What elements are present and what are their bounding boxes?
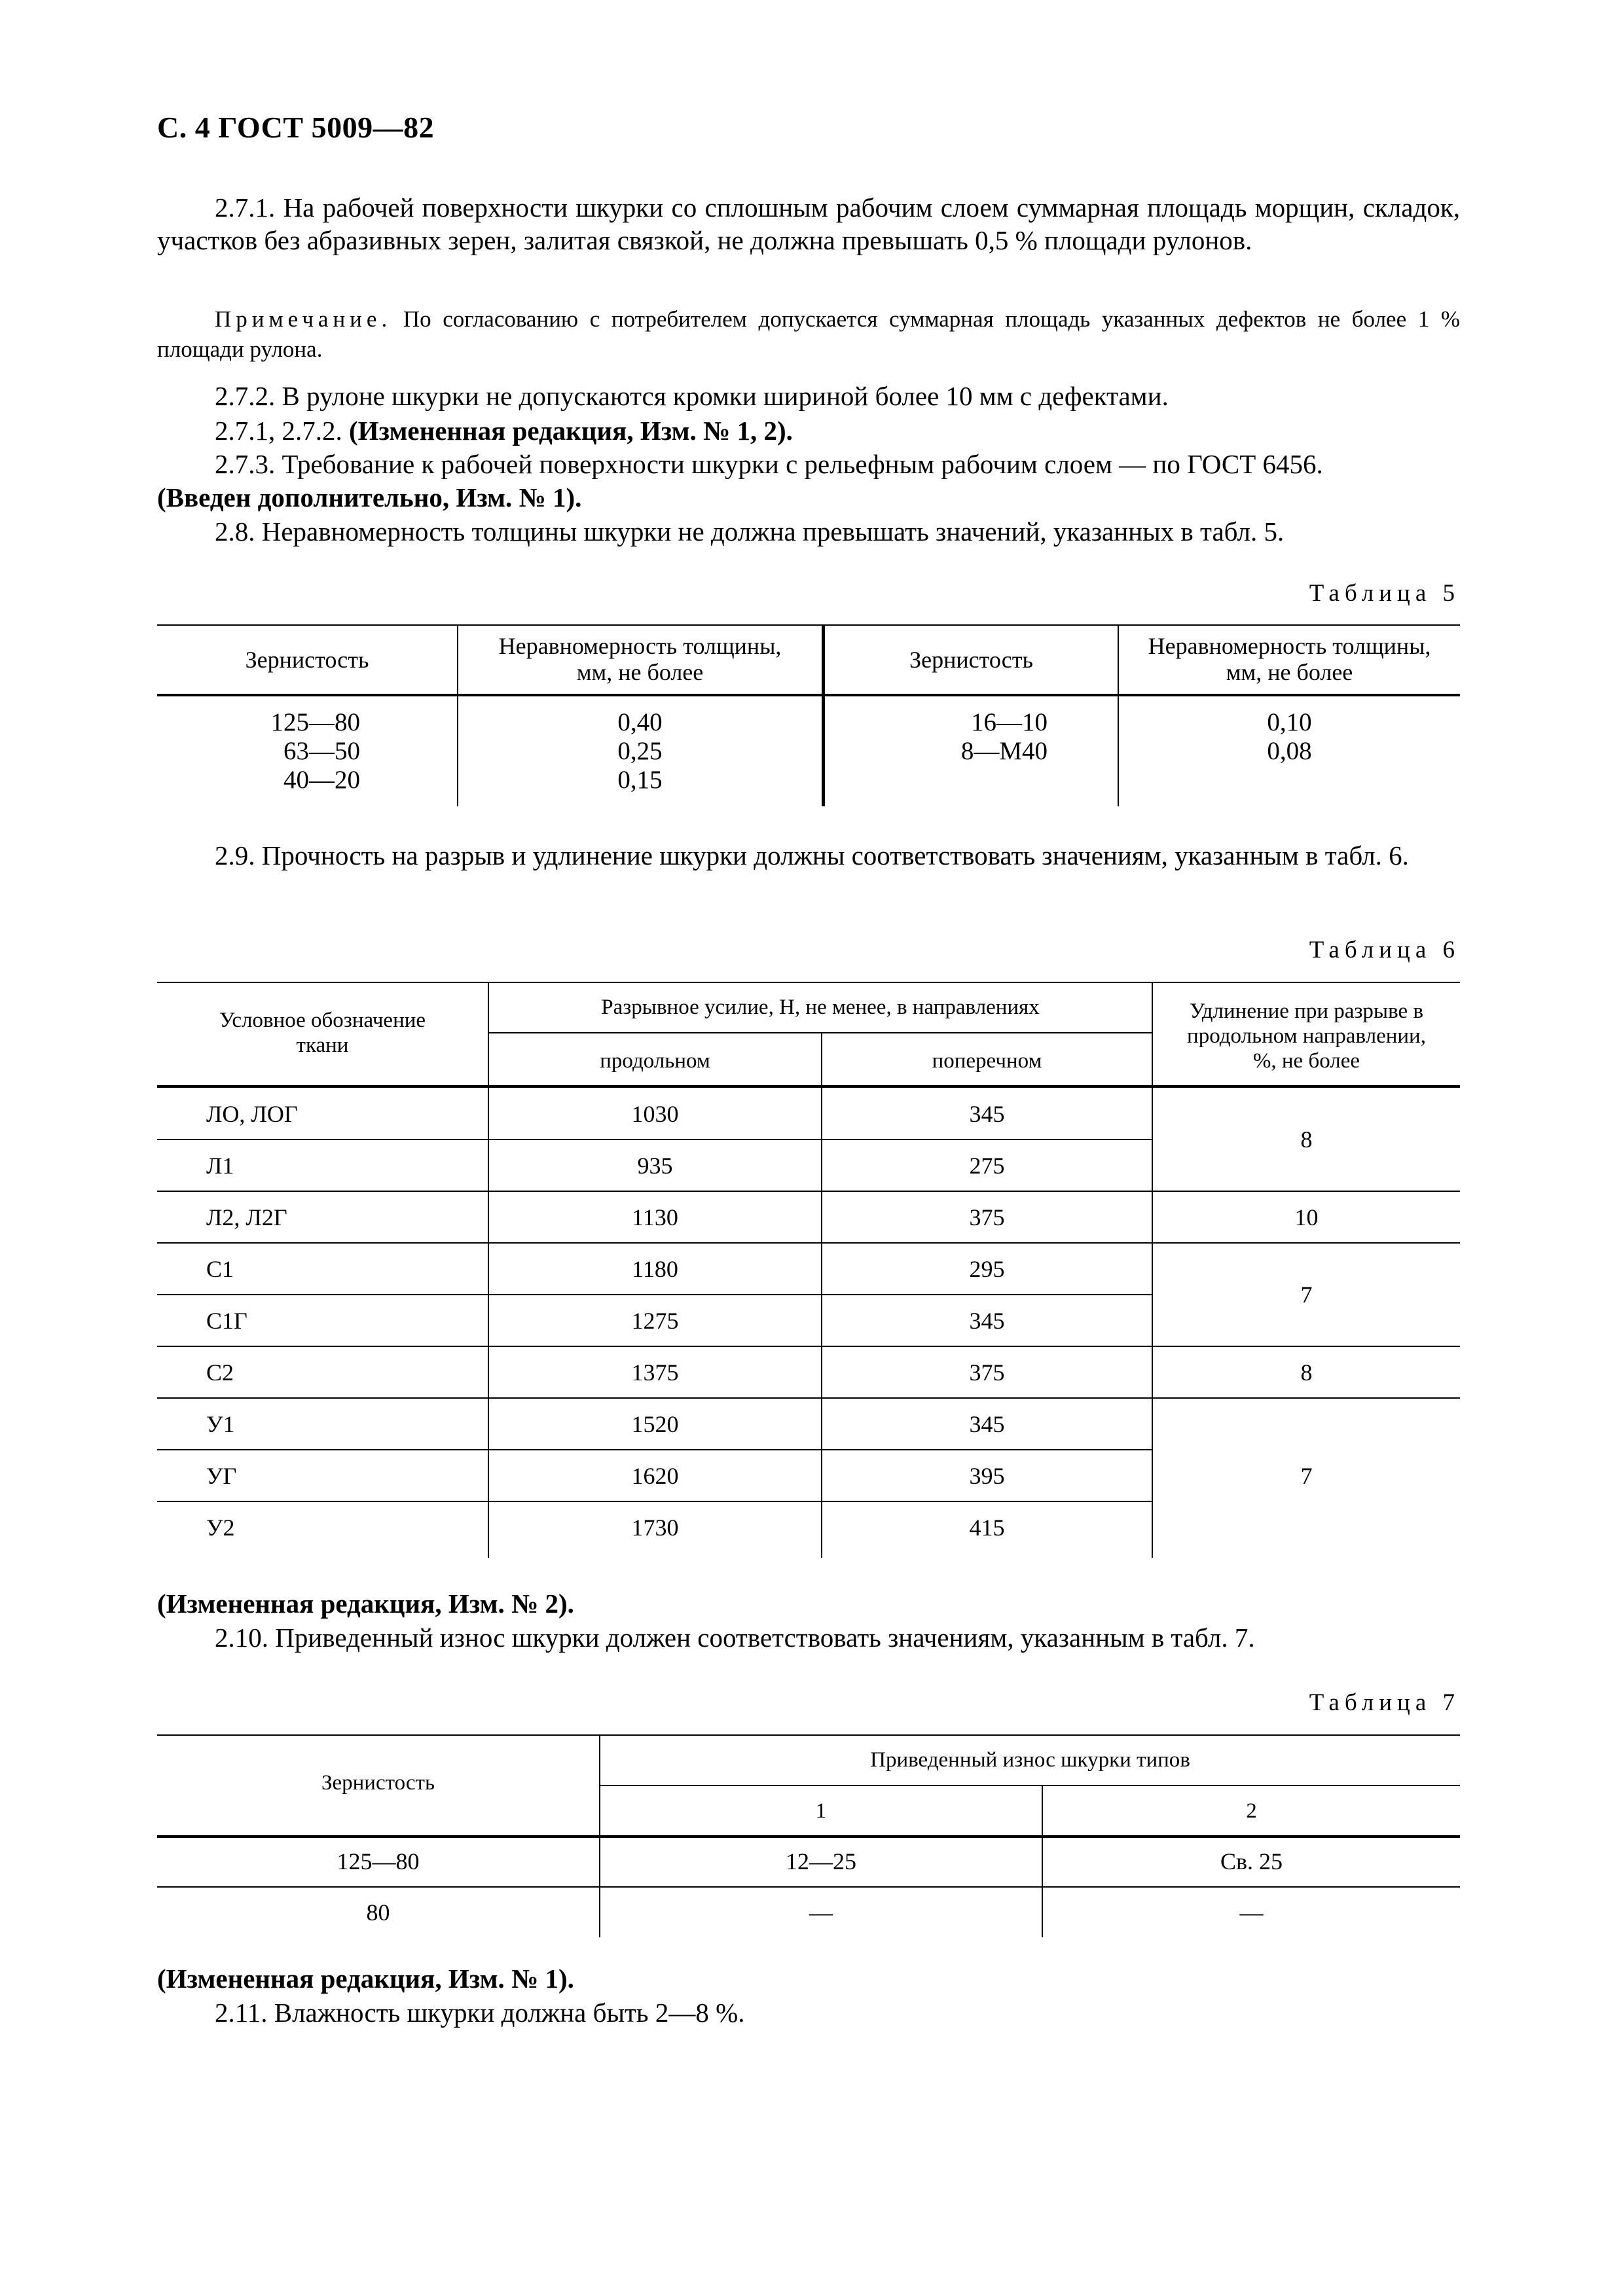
table-cell: УГ — [206, 1463, 237, 1489]
table-cell: 395 — [969, 1463, 1005, 1489]
table-cell: 1180 — [632, 1256, 678, 1282]
table-cell: 275 — [969, 1153, 1005, 1179]
table-rule — [157, 982, 1460, 983]
col-header-grit: Зернистость — [245, 647, 369, 673]
table-cell: 1375 — [631, 1359, 679, 1386]
col-header-elongation — [1153, 999, 1460, 1073]
table-cell: 375 — [969, 1359, 1005, 1386]
table-rule — [157, 1346, 1152, 1347]
table-cell: 345 — [969, 1411, 1005, 1437]
col-header-type-1: 1 — [815, 1799, 827, 1823]
col-header-wear: Приведенный износ шкурки типов — [870, 1748, 1190, 1772]
table-cell: 1275 — [631, 1308, 679, 1334]
table-cell: 345 — [969, 1308, 1005, 1334]
note-text: По согласованию с потребителем допускается суммарная площадь указанных дефектов не более 1 % площади рулона. — [157, 306, 1460, 362]
table-rule — [157, 1397, 1152, 1399]
header-line: Удлинение при разрыве в — [1190, 999, 1423, 1023]
table-rule — [599, 1785, 1460, 1786]
table-rule — [157, 1886, 1460, 1888]
table-rule — [1153, 1191, 1460, 1192]
table-rule — [157, 1139, 1152, 1140]
table-cell: — — [1239, 1899, 1264, 1926]
table-rule — [488, 1032, 1152, 1033]
table-cell: 0,25 — [617, 737, 663, 765]
table-cell: С1Г — [206, 1308, 247, 1334]
table-rule — [157, 1501, 1152, 1502]
page-header: С. 4 ГОСТ 5009—82 — [157, 111, 435, 144]
table-cell: 40—20 — [283, 766, 360, 794]
table-cell: 8 — [1300, 1359, 1313, 1386]
table-cell: 1030 — [631, 1101, 679, 1127]
header-line: Условное обозначение — [219, 1009, 426, 1032]
paragraph-2-8: 2.8. Неравномерность толщины шкурки не должна превышать значений, указанных в табл. 5. — [215, 516, 1285, 547]
header-line: Неравномерность толщины, — [1148, 633, 1431, 659]
table-6-label: Таблица 6 — [1309, 937, 1460, 963]
table-cell: С2 — [206, 1359, 234, 1386]
table-cell: 125—80 — [337, 1848, 420, 1874]
col-header-type-2: 2 — [1246, 1799, 1257, 1823]
paragraph-2-7-2: 2.7.2. В рулоне шкурки не допускаются кромки шириной более 10 мм с дефектами. — [215, 381, 1169, 411]
col-header-fabric — [157, 1008, 488, 1058]
paragraph-2-9: 2.9. Прочность на разрыв и удлинение шкурки должны соответствовать значениям, указанным в табл. 6. — [215, 840, 1409, 870]
header-line: ткани — [296, 1033, 349, 1057]
table-cell: 7 — [1300, 1462, 1313, 1489]
table-cell: 0,10 — [1267, 708, 1312, 736]
table-cell: 0,40 — [617, 708, 663, 736]
table-rule — [157, 694, 1460, 696]
introduced-note: (Введен дополнительно, Изм. № 1). — [157, 482, 582, 512]
paragraph-2-11: 2.11. Влажность шкурки должна быть 2—8 %. — [215, 1998, 745, 2028]
table-cell: 415 — [969, 1515, 1005, 1541]
grit-column — [917, 708, 1048, 766]
header-line: мм, не более — [576, 659, 704, 685]
table-cell: 125—80 — [270, 708, 360, 736]
table-rule — [157, 1085, 1460, 1088]
table-cell: 8—М40 — [960, 737, 1048, 765]
table-cell: 0,08 — [1267, 737, 1312, 765]
table-cell: — — [809, 1899, 833, 1926]
header-line: %, не более — [1252, 1049, 1360, 1073]
table-rule — [157, 1734, 1460, 1736]
table-rule — [157, 1835, 1460, 1838]
table-rule — [157, 1294, 1152, 1295]
grit-column — [268, 708, 360, 795]
amendment-note: (Измененная редакция, Изм. № 2). — [157, 1588, 574, 1619]
table-cell: 80 — [366, 1899, 390, 1926]
table-rule — [157, 1191, 1152, 1192]
amendment-line-1 — [215, 414, 793, 447]
col-header-force: Разрывное усилие, Н, не менее, в направлениях — [601, 996, 1040, 1019]
table-cell: 295 — [969, 1256, 1005, 1282]
col-header-thickness — [458, 633, 822, 685]
table-cell: Св. 25 — [1220, 1848, 1283, 1874]
table-cell: 10 — [1294, 1204, 1319, 1230]
table-cell: 1620 — [631, 1463, 679, 1489]
table-rule — [1153, 1346, 1460, 1347]
amendment-note: (Измененная редакция, Изм. № 1). — [157, 1964, 574, 1994]
table-cell: 63—50 — [283, 737, 360, 765]
paragraph-2-10: 2.10. Приведенный износ шкурки должен соответствовать значениям, указанным в табл. 7. — [215, 1623, 1255, 1653]
table-rule — [157, 624, 1460, 626]
table-cell: 12—25 — [786, 1848, 856, 1874]
col-header-long: продольном — [600, 1049, 710, 1073]
col-header-trans: поперечном — [932, 1049, 1042, 1073]
table-5-label: Таблица 5 — [1309, 580, 1460, 607]
note — [157, 304, 1460, 365]
paragraph-2-7-3: 2.7.3. Требование к рабочей поверхности шкурки с рельефным рабочим слоем — по ГОСТ 6456. — [215, 449, 1323, 479]
col-header-grit: Зернистость — [321, 1771, 435, 1795]
table-cell: 935 — [637, 1153, 673, 1179]
amendment-prefix: 2.7.1, 2.7.2. — [215, 416, 349, 446]
table-cell: Л2, Л2Г — [206, 1204, 287, 1230]
paragraph-2-7-1: 2.7.1. На рабочей поверхности шкурки со сплошным рабочим слоем суммарная площадь морщин, складок, участков без абразивных зерен, залитая связкой, не должна превышать 0,5 % площади рулонов. — [157, 192, 1460, 255]
header-line: продольном направлении, — [1187, 1024, 1426, 1048]
table-cell: 375 — [969, 1204, 1005, 1230]
table-cell: Л1 — [206, 1153, 234, 1179]
header-line: мм, не более — [1226, 659, 1353, 685]
table-cell: 1520 — [631, 1411, 679, 1437]
table-rule — [1153, 1397, 1460, 1399]
table-rule — [157, 1449, 1152, 1450]
table-cell: 1730 — [631, 1515, 679, 1541]
table-cell: 1130 — [632, 1204, 678, 1230]
table-cell: 345 — [969, 1101, 1005, 1127]
table-cell: У2 — [206, 1515, 235, 1541]
table-cell: 8 — [1300, 1126, 1313, 1153]
table-cell: 16—10 — [971, 708, 1048, 736]
table-7-label: Таблица 7 — [1309, 1689, 1460, 1716]
table-rule — [157, 1242, 1152, 1244]
amendment-note: (Измененная редакция, Изм. № 1, 2). — [349, 416, 793, 446]
table-cell: У1 — [206, 1411, 235, 1437]
table-cell: ЛО, ЛОГ — [206, 1101, 298, 1127]
table-cell: С1 — [206, 1256, 234, 1282]
table-cell: 0,15 — [617, 766, 663, 794]
table-rule — [1153, 1242, 1460, 1244]
note-label: Примечание. — [215, 306, 392, 332]
col-header-grit: Зернистость — [909, 647, 1033, 673]
table-cell: 7 — [1300, 1282, 1313, 1308]
thickness-column — [458, 708, 822, 795]
header-line: Неравномерность толщины, — [498, 633, 782, 659]
col-header-thickness — [1119, 633, 1460, 685]
thickness-column — [1119, 708, 1460, 766]
